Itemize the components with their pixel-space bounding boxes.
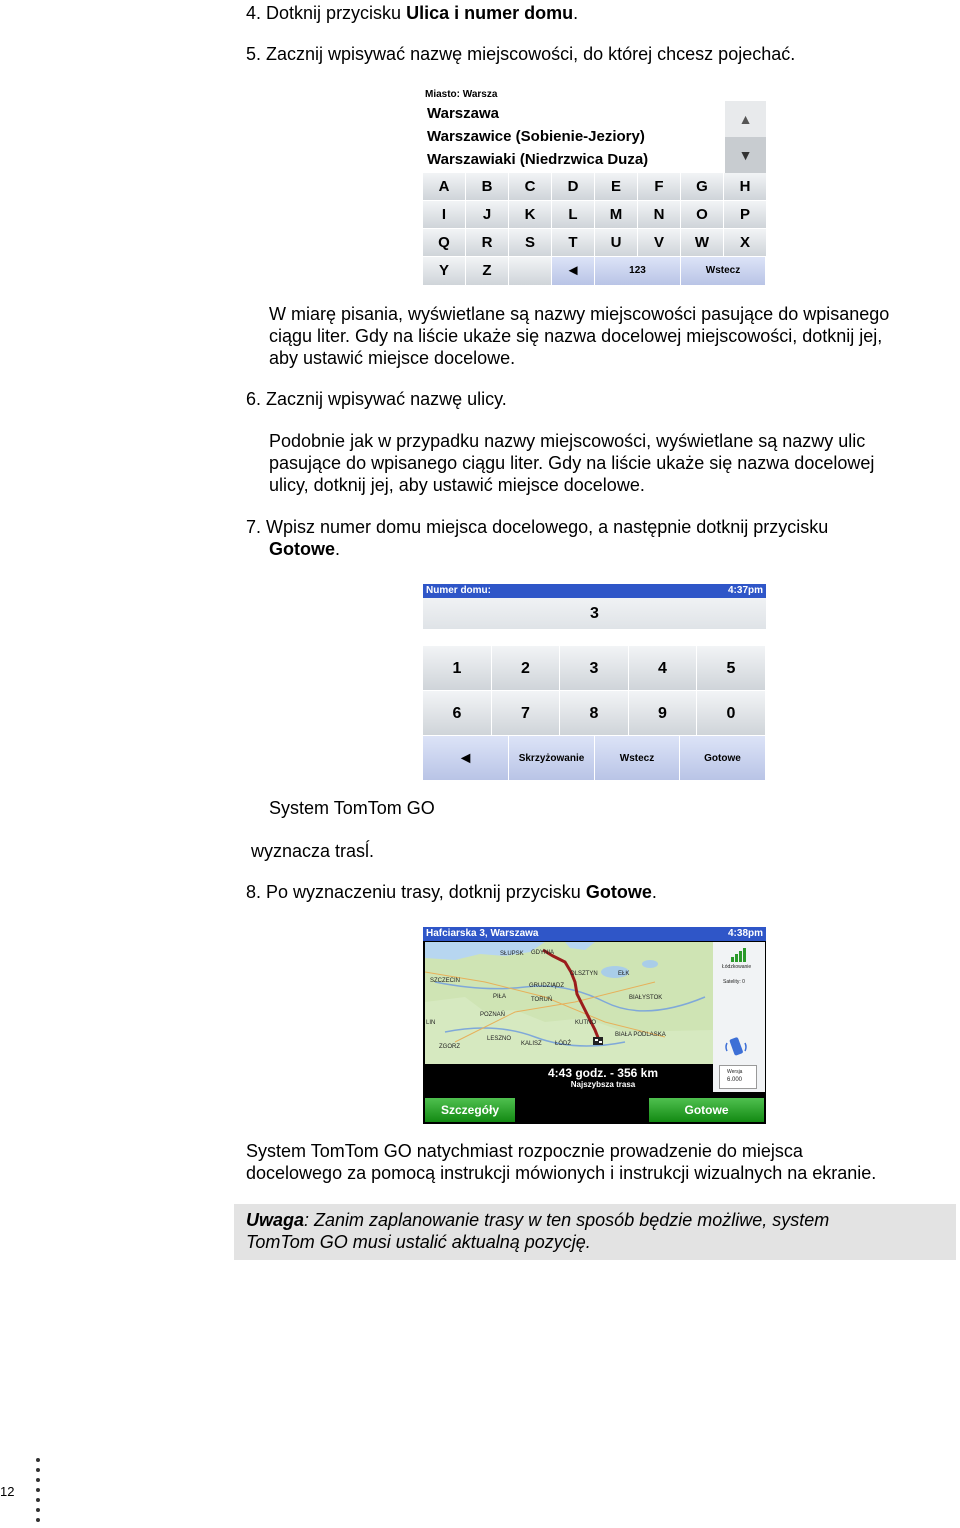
note-box xyxy=(234,1204,956,1260)
system-line: wyznacza trasĺ. xyxy=(251,841,375,861)
digit-key[interactable]: 7 xyxy=(492,691,560,736)
scroll-down-icon[interactable]: ▼ xyxy=(725,137,766,173)
key[interactable]: F xyxy=(638,173,681,201)
city-label: ZGORZ xyxy=(439,1044,460,1050)
street-paragraph-line: pasujące do wpisanego ciągu liter. Gdy na liście ukaże się nazwa docelowej xyxy=(269,453,875,473)
city-label: GRUDZIĄDZ xyxy=(529,983,564,989)
step-number: 7. xyxy=(246,517,262,537)
destination-address: Hafciarska 3, Warszawa xyxy=(426,928,539,939)
numpad-title: Numer domu: xyxy=(426,585,491,596)
key[interactable]: E xyxy=(595,173,638,201)
key[interactable]: J xyxy=(466,201,509,229)
city-list-paragraph-line: W miarę pisania, wyświetlane są nazwy miejscowości pasujące do wpisanego xyxy=(269,304,890,324)
key[interactable]: U xyxy=(595,229,638,257)
backspace-button[interactable]: ◄ xyxy=(552,257,595,286)
key[interactable]: Z xyxy=(466,257,509,286)
route-type: Najszybsza trasa xyxy=(570,1080,636,1089)
gps-status-label: Łódzkowanie xyxy=(722,964,752,970)
crossing-button[interactable]: Skrzyżowanie xyxy=(509,736,595,781)
city-label: SŁUPSK xyxy=(500,951,524,957)
digit-key[interactable]: 1 xyxy=(423,646,492,691)
step-6 xyxy=(246,388,507,410)
note-line: TomTom GO musi ustalić aktualną pozycję. xyxy=(246,1232,591,1252)
gps-signal-icon xyxy=(730,946,750,962)
key[interactable]: L xyxy=(552,201,595,229)
step-7 xyxy=(246,516,828,538)
step-number: 8. xyxy=(246,882,262,902)
key[interactable]: Y xyxy=(423,257,466,286)
city-label: BIAŁYSTOK xyxy=(629,995,663,1001)
key[interactable]: X xyxy=(724,229,766,257)
step-4 xyxy=(246,2,578,24)
digit-key[interactable]: 5 xyxy=(697,646,766,691)
key[interactable]: C xyxy=(509,173,552,201)
key[interactable]: S xyxy=(509,229,552,257)
back-button[interactable]: Wstecz xyxy=(681,257,766,286)
street-paragraph-line: ulicy, dotknij jej, aby ustawić miejsce docelowe. xyxy=(269,475,645,495)
city-label: PIŁA xyxy=(493,994,507,1000)
step-7-cont xyxy=(269,538,340,560)
status-sidebar xyxy=(713,942,765,1092)
done-button[interactable]: Gotowe xyxy=(649,1098,764,1122)
city-result[interactable]: Warszawice (Sobienie-Jeziory) xyxy=(427,128,645,145)
clock: 4:37pm xyxy=(727,585,763,596)
city-label: BIAŁA PODLASKA xyxy=(615,1032,666,1038)
step-text: Zacznij wpisywać nazwę miejscowości, do której chcesz pojechać. xyxy=(266,44,796,64)
key[interactable]: I xyxy=(423,201,466,229)
step-text: Wpisz numer domu miejsca docelowego, a następnie dotknij przycisku xyxy=(266,517,829,537)
key[interactable]: O xyxy=(681,201,724,229)
street-paragraph-line: Podobnie jak w przypadku nazwy miejscowości, wyświetlane są nazwy ulic xyxy=(269,431,866,451)
digit-key[interactable]: 3 xyxy=(560,646,629,691)
key[interactable]: B xyxy=(466,173,509,201)
step-5 xyxy=(246,43,795,65)
key[interactable]: R xyxy=(466,229,509,257)
city-result[interactable]: Warszawa xyxy=(427,105,499,122)
city-label: POZNAŃ xyxy=(480,1012,506,1018)
map-header xyxy=(423,927,766,941)
city-label: ŁÓDŹ xyxy=(555,1041,572,1047)
route-eta: 4:43 godz. - 356 km xyxy=(547,1066,659,1080)
digit-key[interactable]: 2 xyxy=(492,646,560,691)
scroll-up-icon[interactable]: ▲ xyxy=(738,111,753,127)
city-result[interactable]: Warszawiaki (Niedrzwica Duza) xyxy=(427,151,649,168)
step-bold: Gotowe xyxy=(585,882,652,902)
city-label: GDYNIA xyxy=(531,950,555,956)
numpad-header xyxy=(423,584,766,598)
route-summary-screen xyxy=(423,927,766,1124)
distance-label: Wersja xyxy=(727,1069,743,1075)
step-text: Dotknij przycisku xyxy=(266,3,407,23)
system-line: System TomTom GO xyxy=(269,798,435,818)
key[interactable]: V xyxy=(638,229,681,257)
digit-key[interactable]: 6 xyxy=(423,691,492,736)
digit-key[interactable]: 4 xyxy=(629,646,697,691)
step-end: . xyxy=(651,882,657,902)
city-label: KUTNO xyxy=(575,1020,596,1026)
city-header: Miasto: Warsza xyxy=(423,89,766,101)
note-label: Uwaga xyxy=(246,1210,305,1230)
step-number: 6. xyxy=(246,389,262,409)
final-paragraph-line: docelowego za pomocą instrukcji mówionych i instrukcji wizualnych na ekranie. xyxy=(246,1163,877,1183)
city-list-paragraph-line: aby ustawić miejsce docelowe. xyxy=(269,348,516,368)
house-number-screen xyxy=(423,584,766,781)
city-label: OLSZTYN xyxy=(570,971,598,977)
step-number: 4. xyxy=(246,3,262,23)
step-8 xyxy=(246,881,657,903)
house-number-input[interactable]: 3 xyxy=(423,598,766,629)
page-number: 12 xyxy=(0,1484,15,1499)
back-button[interactable]: Wstecz xyxy=(595,736,680,781)
key[interactable]: G xyxy=(681,173,724,201)
note-text: : Zanim zaplanowanie trasy w ten sposób będzie możliwe, system xyxy=(304,1210,830,1230)
numeric-keyboard-button[interactable]: 123 xyxy=(595,257,681,286)
phone-icon[interactable] xyxy=(723,1034,749,1060)
key[interactable]: A xyxy=(423,173,466,201)
page-dots-decoration xyxy=(36,1458,40,1528)
key[interactable]: W xyxy=(681,229,724,257)
distance-box xyxy=(719,1065,757,1089)
city-label: EŁK xyxy=(618,971,630,977)
key[interactable]: Q xyxy=(423,229,466,257)
key[interactable]: N xyxy=(638,201,681,229)
blank-key xyxy=(509,257,552,286)
clock: 4:38pm xyxy=(727,928,763,939)
key[interactable]: P xyxy=(724,201,766,229)
distance-value: 6.000 xyxy=(727,1077,743,1083)
digit-key[interactable]: 8 xyxy=(560,691,629,736)
note-line xyxy=(246,1209,829,1231)
key[interactable]: K xyxy=(509,201,552,229)
key[interactable]: M xyxy=(595,201,638,229)
route-map[interactable] xyxy=(425,942,713,1064)
backspace-button[interactable]: ◄ xyxy=(423,736,509,781)
step-text: Po wyznaczeniu trasy, dotknij przycisku xyxy=(266,882,586,902)
key[interactable]: D xyxy=(552,173,595,201)
step-text: Zacznij wpisywać nazwę ulicy. xyxy=(266,389,507,409)
digit-key[interactable]: 0 xyxy=(697,691,766,736)
digit-key[interactable]: 9 xyxy=(629,691,697,736)
city-list-paragraph-line: ciągu liter. Gdy na liście ukaże się nazwa docelowej miejscowości, dotknij jej, xyxy=(269,326,883,346)
city-label: SZCZECIN xyxy=(430,978,460,984)
done-button[interactable]: Gotowe xyxy=(680,736,766,781)
city-label: KALISZ xyxy=(521,1041,542,1047)
step-bold: Gotowe xyxy=(269,539,335,559)
step-end: . xyxy=(335,539,341,559)
city-keyboard-screen xyxy=(423,89,766,286)
step-bold: Ulica i numer domu xyxy=(406,3,574,23)
satellite-count: Satelity: 0 xyxy=(723,979,745,985)
key[interactable]: H xyxy=(724,173,766,201)
step-number: 5. xyxy=(246,44,262,64)
city-label: LESZNO xyxy=(487,1036,512,1042)
step-end: . xyxy=(573,3,579,23)
city-label: LIN xyxy=(426,1020,436,1026)
city-label: TORUŃ xyxy=(531,997,553,1003)
details-button[interactable]: Szczegóły xyxy=(425,1098,515,1122)
final-paragraph-line: System TomTom GO natychmiast rozpocznie prowadzenie do miejsca xyxy=(246,1141,803,1161)
key[interactable]: T xyxy=(552,229,595,257)
